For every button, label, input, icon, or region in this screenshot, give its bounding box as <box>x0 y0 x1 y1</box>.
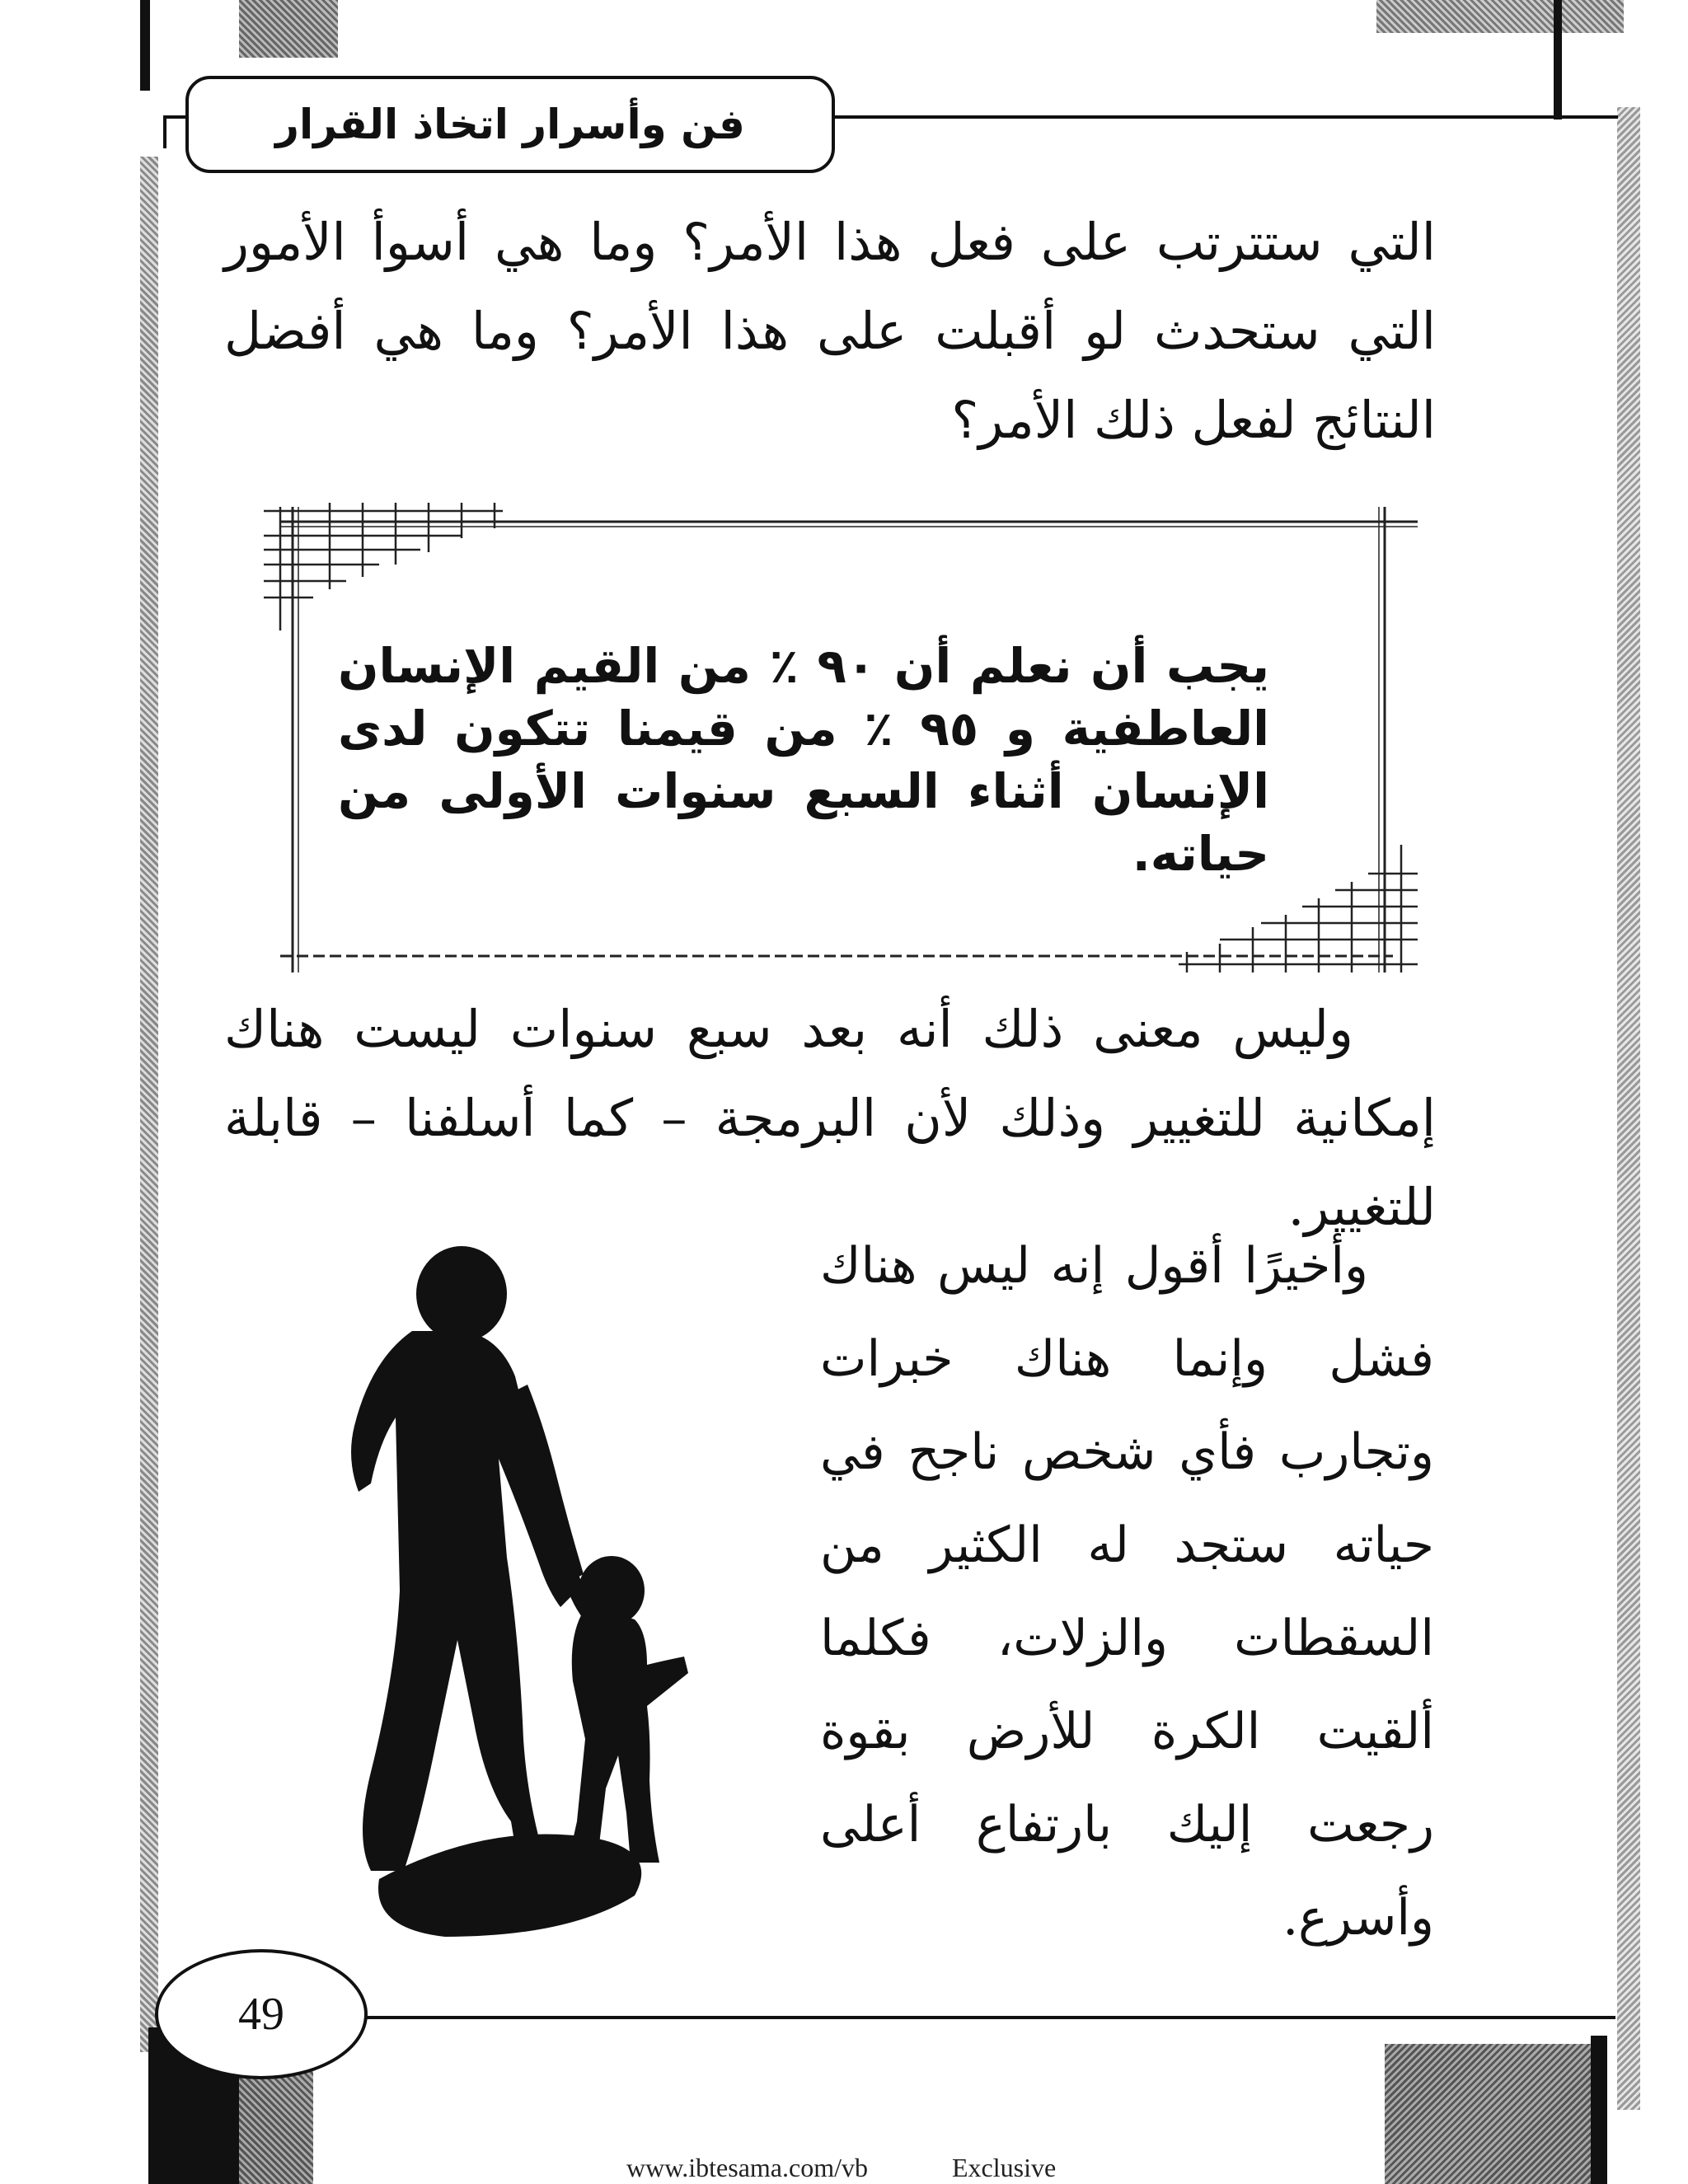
page-number <box>155 1949 368 2079</box>
paragraph-conclusion: وأخيرًا أقول إنه ليس هناك فشل وإنما هناك خبرات وتجارب فأي شخص ناجح في حياته ستجد له الكثير من السقطات والزلات، فكلما ألقيت الكرة للأرض بقوة رجعت إليك بارتفاع أعلى وأسرع. <box>820 1237 1434 1947</box>
top-right-strip <box>1376 0 1624 33</box>
top-left-strip <box>239 0 338 58</box>
footer-rule <box>354 2016 1615 2019</box>
header-rule-tick <box>163 115 166 148</box>
bottom-right-bar <box>1591 2036 1607 2184</box>
page-title-text: فن وأسرار اتخاذ القرار <box>275 101 745 148</box>
callout-text: يجب أن نعلم أن ٩٠ ٪ من القيم الإنسان العاطفية و ٩٥ ٪ من قيمنا تتكون لدى الإنسان أثناء السبع سنوات الأولى من حياته. <box>338 638 1269 882</box>
left-border-strip <box>140 157 158 2052</box>
paragraph-change: وليس معنى ذلك أنه بعد سبع سنوات ليست هناك إمكانية للتغيير وذلك لأن البرمجة – كما أسلفنا – قابلة للتغيير. <box>224 999 1436 1237</box>
left-edge-bar <box>140 0 150 91</box>
right-border-strip <box>1617 107 1640 2110</box>
footer-label: Exclusive <box>952 2153 1057 2182</box>
bottom-right-strip <box>1385 2044 1591 2184</box>
page-number-text: 49 <box>238 1989 284 2040</box>
parent-child-silhouette-image <box>321 1244 692 1945</box>
page-title <box>185 76 835 173</box>
paragraph-intro: التي ستترتب على فعل هذا الأمر؟ وما هي أسوأ الأمور التي ستحدث لو أقبلت على هذا الأمر؟ وما هي أفضل النتائج لفعل ذلك الأمر؟ <box>224 212 1436 450</box>
right-edge-bar <box>1554 0 1562 120</box>
footer-url: www.ibtesama.com/vb <box>626 2153 868 2182</box>
